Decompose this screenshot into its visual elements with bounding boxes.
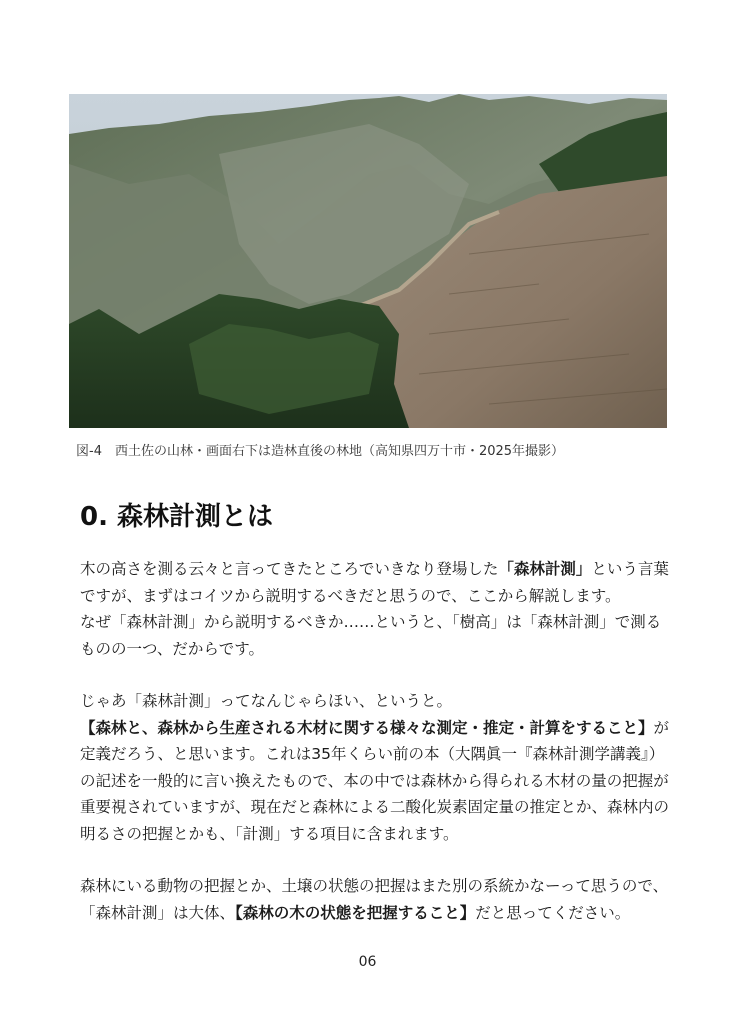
emphasis: 【森林の木の状態を把握すること】 xyxy=(235,903,476,922)
section-heading: 0. 森林計測とは xyxy=(80,502,274,532)
text-line: 重要視されていますが、現在だと森林による二酸化炭素固定量の推定とか、森林内の xyxy=(80,798,670,816)
text-line: ものの一つ、だからです。 xyxy=(80,639,264,658)
emphasis: 「森林計測」 xyxy=(498,560,592,578)
figure-caption: 図-4 西土佐の山林・画面右下は造林直後の林地（高知県四万十市・2025年撮影） xyxy=(76,444,565,459)
forest-photo xyxy=(69,94,667,428)
text-line: の記述を一般的に言い換えたもので、本の中では森林から得られる木材の量の把握が xyxy=(80,771,669,790)
text-line: 「森林計測」は大体、【森林の木の状態を把握すること】だと思ってください。 xyxy=(80,903,631,922)
body-text xyxy=(80,556,670,926)
text-line: じゃあ「森林計測」ってなんじゃらほい、というと。 xyxy=(80,692,453,710)
text-line: 木の高さを測る云々と言ってきたところでいきなり登場した「森林計測」という言葉 xyxy=(80,560,669,578)
text-line: 明るさの把握とかも、「計測」する項目に含まれます。 xyxy=(80,824,459,843)
emphasis: 【森林と、森林から生産される木材に関する様々な測定・推定・計算をすること】 xyxy=(80,718,654,737)
text-line: ですが、まずはコイツから説明するべきだと思うので、ここから解説します。 xyxy=(80,586,621,605)
page-number: 06 xyxy=(358,954,377,970)
text-line: 森林にいる動物の把握とか、土壌の状態の把握はまた別の系統かなーって思うので、 xyxy=(80,877,669,895)
paragraph-3 xyxy=(80,873,669,926)
paragraph-1 xyxy=(80,556,669,662)
text-line: 定義だろう、と思います。これは35年くらい前の本（大隅眞一『森林計測学講義』） xyxy=(80,745,665,763)
text-line: 【森林と、森林から生産される木材に関する様々な測定・推定・計算をすること】が xyxy=(80,718,670,737)
paragraph-2 xyxy=(80,688,670,847)
text-line: なぜ「森林計測」から説明するべきか……というと、「樹高」は「森林計測」で測る xyxy=(80,613,662,631)
